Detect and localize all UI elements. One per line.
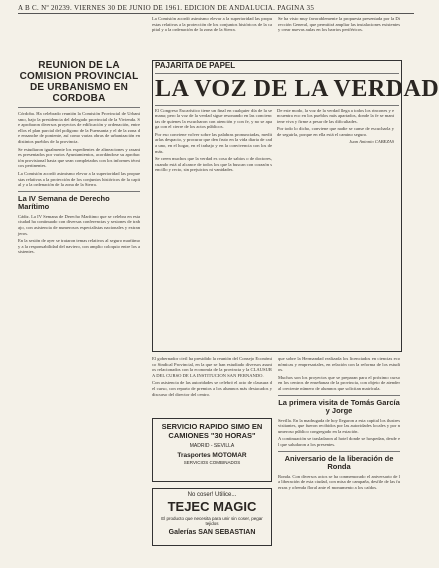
servicio-line2: Trasportes MOTOMAR [177,452,247,459]
divider [278,451,400,452]
right-sub2-paragraph: Ronda. Con diversos actos se ha conmemorado el aniversario de la liberación de esta ciudad, con misa de campaña, desfile de las fuerzas y ofrenda floral ante el monumento a los caídos. [278,473,400,490]
center-article [155,61,439,352]
center-upper-note [152,16,272,56]
mid-article [152,356,272,414]
left-sub-paragraph: Cádiz. La IV Semana de Derecho Marítimo que se celebra en esta ciudad ha continuado con diversas conferencias y sesiones de trabajo, con asistencia de numerosos especialistas nacionales y extranjeros. [18,213,140,236]
divider [155,73,399,74]
right-sub-paragraph: A continuación se trasladaron al hotel donde se hospedan, desde el que saludaron a los presentes. [278,436,400,447]
left-sub-paragraph: En la sesión de ayer se trataron temas relativos al seguro marítimo y a la responsabilidad del naviero, con amplio coloquio entre los asistentes. [18,238,140,255]
center-col-a [155,108,272,176]
center-title: LA VOZ DE LA VERDAD [155,75,439,102]
center-col-b [277,108,394,176]
right-paragraph: Muchos son los proyectos que se preparan para el próximo curso en los centros de enseñanza de la provincia, con objeto de atender al creciente número de alumnos que solicitan matrícula. [278,374,400,391]
servicio-ad [152,418,272,482]
divider [278,395,400,396]
center-paragraph: De este modo, la voz de la verdad llega a todos los rincones y encuentra eco en los pueblos más apartados, donde la fe se mantiene viva y firme a pesar de las dificultades. [277,107,394,124]
left-column [18,16,140,564]
header-rule [18,13,414,14]
right-subtitle: La primera visita de Tomás García y Jorge [278,397,400,416]
divider [18,191,140,192]
tejec-brand: TEJEC MAGIC [167,499,257,514]
tejec-line3: Galerías SAN SEBASTIAN [168,529,256,536]
servicio-line3: SERVICIOS COMBINADOS [183,460,241,465]
center-columns [155,108,399,176]
page-header: A B C. Nº 20239. VIERNES 30 DE JUNIO DE 1961. EDICION DE ANDALUCIA. PAGINA 35 [18,4,315,12]
center-paragraph: Por eso conviene volver sobre las palabras pronunciadas, meditarlas despacio, y procurar que den fruto en la vida diaria de cada uno, en el hogar, en el trabajo y en la convivencia con los demás. [155,131,272,154]
center-paragraph: Se creen muchos que la verdad es cosa de sabios o de doctores, cuando está al alcance de todos los que la buscan con corazón sencillo y recto, sin prejuicios ni vanidades. [155,156,272,173]
left-paragraph: Córdoba. Ha celebrado reunión la Comisión Provincial de Urbanismo, bajo la presidencia del delegado provincial de la Vivienda. Se aprobaron diversos proyectos de edificación y ordenación, entre ellos el plan parcial del polígono de la Fuensanta y el de la zona de ensanche de poniente, así como varias obras de urbanización en distintos pueblos de la provincia. [18,111,140,144]
right-subtitle-2: Aniversario de la liberación de Ronda [284,453,394,472]
servicio-line1: MADRID - SEVILLA [189,443,235,449]
divider [18,107,140,108]
left-paragraph: La Comisión acordó asimismo elevar a la superioridad las propuestas relativas a la protección de los conjuntos históricos de la capital y a la ordenación de la zona de la Sierra. [18,170,140,188]
mid-paragraph: Con asistencia de las autoridades se celebró el acto de clausura del curso, con reparto de premios a los alumnos más destacados y discurso del director del centro. [152,380,272,397]
tejec-ad [152,488,272,546]
mid-paragraph: El gobernador civil ha presidido la reunión del Consejo Económico Sindical Provincial, en la que se han estudiado diversos asuntos relacionados con la economía de la provincia y la CLAUSURA DEL CURSO DE LA INSTITUCION SAN FERNANDO. [152,356,272,378]
left-subtitle: La IV Semana de Derecho Marítimo [18,193,110,212]
right-paragraph: que sobre la Hermandad realizada los licenciados en ciencias económicas y empresariales, en relación con la reforma de los estudios. [278,356,400,373]
right-column [278,356,400,564]
right-paragraph: Se ha visto muy favorablemente la propuesta presentada por la Dirección General, que permitirá ampliar las instalaciones existentes y crear nuevas aulas en los barrios periféricos. [278,16,400,33]
divider [155,105,399,106]
servicio-title: SERVICIO RAPIDO SIMO EN CAMIONES "30 HORAS" [161,422,263,440]
center-paragraph: El Congreso Eucarístico tiene un final en cualquier día de la semana; pero la voz de la verdad sigue resonando en las conciencias de quienes la escucharon con atención y con fe, y no se apaga con el cierre de los actos públicos. [155,107,272,130]
tejec-line1: No coser! Utilice... [187,492,237,498]
signature: Juan Antonio CABEZAS [349,139,394,145]
right-sub-paragraph: Sevilla. En la madrugada de hoy llegaron a esta capital los ilustres visitantes, que fueron recibidos por las autoridades locales y por numeroso público congregado en la estación. [278,417,400,434]
tejec-line2: El producto que necesita para unir sin coser, pegar tejidos [161,516,263,526]
left-article-title: REUNION DE LA COMISION PROVINCIAL DE URBANISMO EN CORDOBA [19,60,139,104]
center-upper-paragraph: La Comisión acordó asimismo elevar a la superioridad las propuestas relativas a la protección de los conjuntos históricos de la capital y a la ordenación de la zona de la Sierra. [152,16,272,33]
kicker: PAJARITA DE PAPEL [155,61,236,70]
left-paragraph: Se estudiaron igualmente los expedientes de alineaciones y rasantes presentados por varios Ayuntamientos, acordándose su aprobación provisional hasta que sean completados con los informes técnicos pertinentes. [18,146,140,169]
center-paragraph: Por todo lo dicho, conviene que nadie se canse de escucharla y de seguirla, porque en ella está el camino seguro. [277,126,394,137]
right-upper-note [278,16,400,56]
